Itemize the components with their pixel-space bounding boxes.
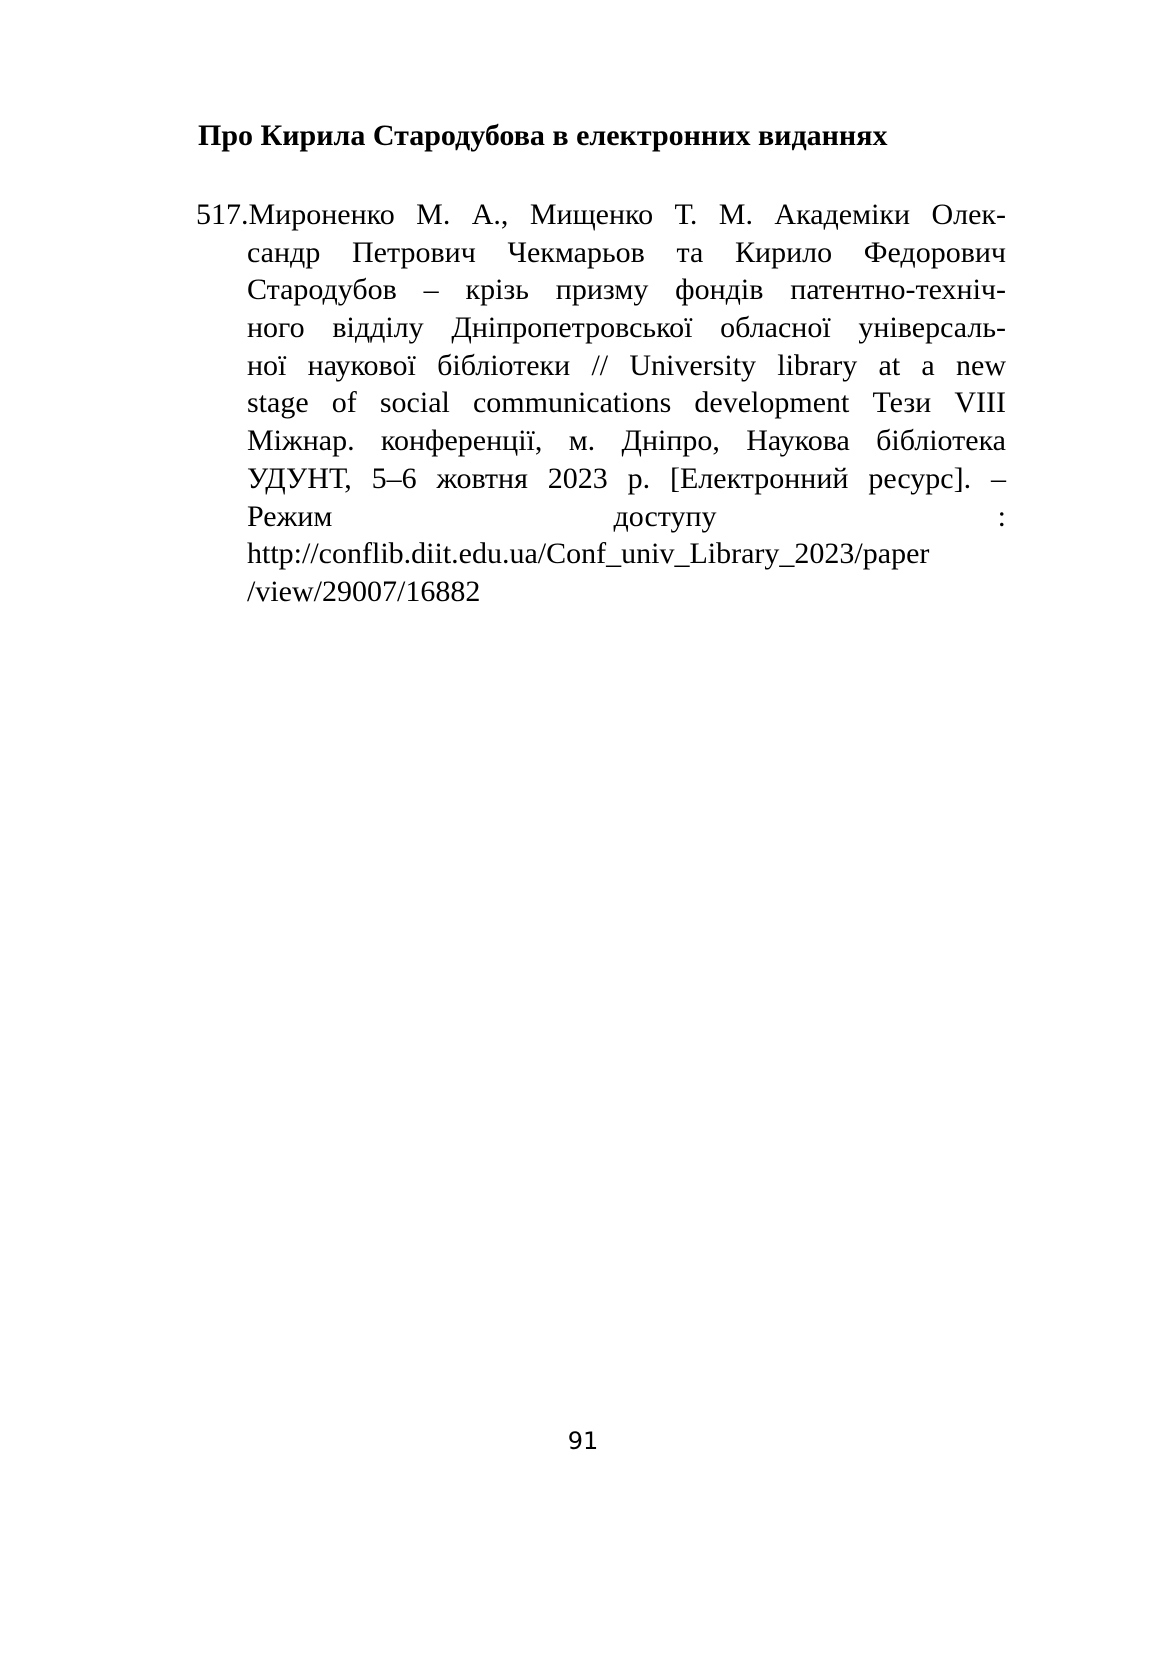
access-colon: : <box>997 499 1006 533</box>
entry-text-line: ного відділу Дніпропетровської обласної універсаль- <box>247 311 1006 345</box>
access-word: Режим <box>247 499 333 533</box>
entry-text-line: Міжнар. конференції, м. Дніпро, Наукова бібліотека <box>247 424 1006 458</box>
entry-text-line: ної наукової бібліотеки // University library at a new <box>247 348 1006 382</box>
entry-text-line: stage of social communications development Тези VIII <box>247 386 1006 420</box>
entry-line-1 <box>196 196 1006 234</box>
access-mode-line <box>196 498 1006 536</box>
entry-number: 517. <box>196 198 249 231</box>
entry-url-line[interactable]: http://conflib.diit.edu.ua/Conf_univ_Library_2023/paper <box>247 537 930 571</box>
access-word: доступу <box>613 499 717 533</box>
section-heading: Про Кирила Стародубова в електронних виданнях <box>198 119 888 152</box>
entry-text-line: сандр Петрович Чекмарьов та Кирило Федорович <box>247 235 1006 269</box>
entry-url-line[interactable]: /view/29007/16882 <box>247 574 481 608</box>
bibliography-entry <box>196 196 1006 611</box>
entry-text-line: Стародубов – крізь призму фондів патентно-техніч- <box>247 273 1006 307</box>
page-number: 91 <box>567 1427 599 1455</box>
entry-text-line: УДУНТ, 5–6 жовтня 2023 р. [Електронний ресурс]. – <box>247 461 1006 495</box>
entry-text-line: Мироненко М. А., Мищенко Т. М. Академіки Олек- <box>248 198 1006 231</box>
